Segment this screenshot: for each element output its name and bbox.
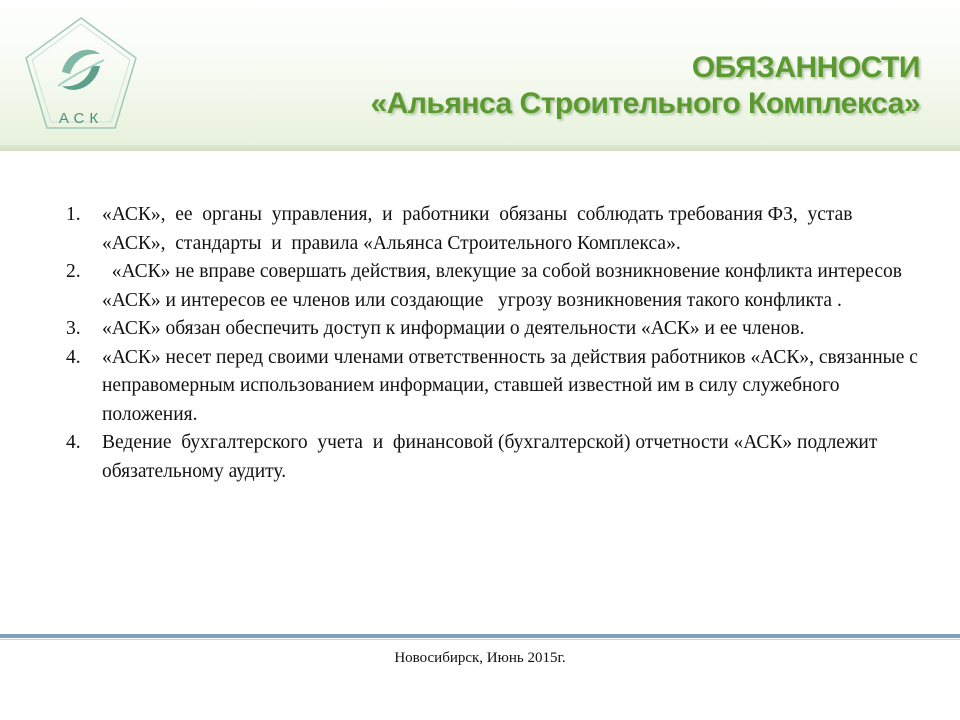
- list-item: [60, 258, 920, 315]
- list-item: [60, 201, 920, 258]
- list-item: [60, 344, 923, 430]
- list-item-number: 4.: [66, 346, 81, 368]
- list-item-text: «АСК» обязан обеспечить доступ к информации о деятельности «АСК» и ее членов.: [102, 318, 805, 339]
- list-item: [60, 429, 920, 486]
- footer-divider: [0, 634, 960, 638]
- logo-text: АСК: [58, 110, 104, 127]
- list-item-text: «АСК» несет перед своими членами ответственность за действия работников «АСК», связанные с неправомерным использованием информации, ставшей известной им в силу служебного положения.: [102, 346, 923, 425]
- list-item-number: 2.: [66, 261, 81, 282]
- footer-divider-thin: [0, 639, 960, 640]
- list-item: [60, 315, 920, 344]
- page-title: [370, 50, 920, 122]
- list-item-number: 4.: [66, 432, 81, 453]
- title-line-2: «Альянса Строительного Комплекса»: [370, 87, 920, 120]
- list-item-text: «АСК», ее органы управления, и работники обязаны соблюдать требования ФЗ, устав «АСК», стандарты и правила «Альянса Строительного Комплекса».: [102, 204, 858, 254]
- header-divider: [0, 145, 960, 151]
- logo: [22, 14, 140, 134]
- list-item-text: Ведение бухгалтерского учета и финансовой (бухгалтерской) отчетности «АСК» подлежит обязательному аудиту.: [102, 432, 883, 482]
- footer-text: Новосибирск, Июнь 2015г.: [394, 650, 566, 666]
- list-item-number: 1.: [66, 204, 81, 225]
- duties-list: [60, 201, 923, 486]
- title-line-1: ОБЯЗАННОСТИ: [691, 51, 920, 84]
- list-item-number: 3.: [66, 318, 81, 339]
- list-item-text: «АСК» не вправе совершать действия, влекущие за собой возникновение конфликта интересов «АСК» и интересов ее членов или создающие угрозу возникновения такого конфликта .: [102, 261, 907, 311]
